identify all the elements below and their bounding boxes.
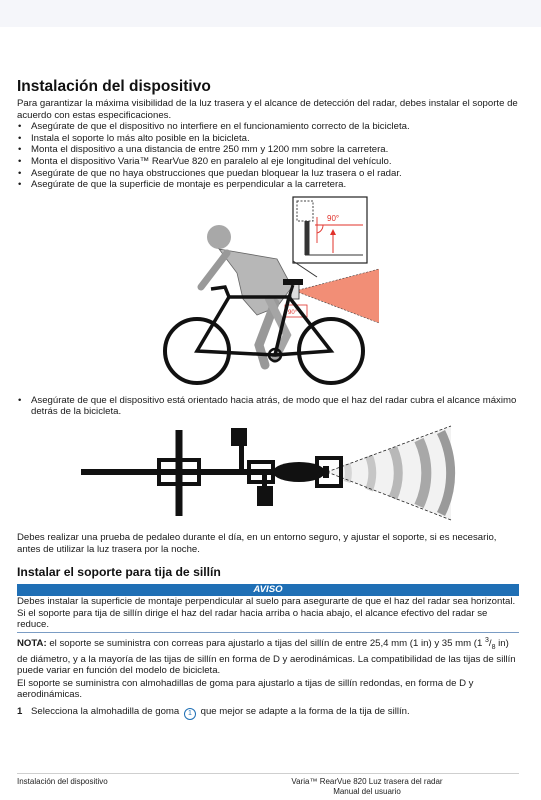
note-text-2: in) de diámetro, y a la mayoría de las tijas de sillín en forma de D y aerodinámicas. La compatibilidad de las tijas de sillín puede variar en función del modelo de bicicleta. bbox=[17, 638, 516, 677]
notice-text: Debes instalar la superficie de montaje perpendicular al suelo para asegurarte de que el haz del radar sea horizontal. Si el soporte para tija de sillín dirige el haz del radar hacia arriba o hacia abajo, el alcance efectivo del radar se reduce. bbox=[17, 596, 516, 631]
orientation-list bbox=[17, 395, 519, 418]
step-text-b: que mejor se adapte a la forma de la tija de sillín. bbox=[200, 705, 410, 717]
page-footer bbox=[17, 773, 519, 796]
list-item: • Monta el dispositivo Varia™ RearVue 820 en paralelo al eje longitudinal del vehículo. bbox=[17, 156, 519, 168]
footer-section: Instalación del dispositivo bbox=[17, 777, 108, 786]
bike-top-view-figure bbox=[79, 424, 459, 528]
note-label: NOTA: bbox=[17, 638, 47, 650]
step-number: 1 bbox=[17, 705, 23, 717]
angle-label-bottom: 90° bbox=[288, 309, 298, 316]
divider bbox=[17, 632, 519, 633]
footer-product bbox=[277, 777, 457, 797]
list-item: • Monta el dispositivo a una distancia de entre 250 mm y 1200 mm sobre la carretera. bbox=[17, 144, 519, 156]
pads-paragraph: El soporte se suministra con almohadillas de goma para ajustarlo a tijas de sillín redondas, en forma de D y aerodinámicas. bbox=[17, 677, 474, 701]
spec-list bbox=[17, 121, 519, 191]
notice-banner: AVISO bbox=[17, 584, 519, 596]
cyclist-side-view-figure bbox=[157, 195, 382, 393]
list-item: • Asegúrate de que la superficie de montaje es perpendicular a la carretera. bbox=[17, 179, 519, 191]
top-bar bbox=[0, 0, 541, 27]
list-item: • Asegúrate de que no haya obstrucciones que puedan bloquear la luz trasera o el radar. bbox=[17, 168, 519, 180]
step-text-a: Selecciona la almohadilla de goma bbox=[31, 705, 180, 717]
footer-product-line1: Varia™ RearVue 820 Luz trasera del radar bbox=[291, 777, 443, 786]
step-text bbox=[31, 706, 410, 720]
callout-one-icon: 1 bbox=[184, 708, 196, 720]
footer-product-line2: Manual del usuario bbox=[333, 787, 401, 796]
angle-label-top: 90° bbox=[327, 213, 340, 223]
section-title-installation: Instalación del dispositivo bbox=[17, 78, 211, 95]
step-item bbox=[17, 706, 519, 720]
note-fraction-denominator: 8 bbox=[491, 644, 496, 651]
note-fraction-numerator: 3 bbox=[484, 636, 489, 644]
page-content bbox=[17, 78, 519, 720]
note-text-1: el soporte se suministra con correas para ajustarlo a tijas del sillín de entre 25,4 mm (1 in) y 35 mm (1 bbox=[46, 638, 485, 650]
list-item: • Asegúrate de que el dispositivo no interfiere en el funcionamiento correcto de la bicicleta. bbox=[17, 121, 519, 133]
list-item: • Asegúrate de que el dispositivo está orientado hacia atrás, de modo que el haz del radar cubra el alcance máximo detrás de la bicicleta. bbox=[17, 395, 519, 418]
intro-paragraph: Para garantizar la máxima visibilidad de la luz trasera y el alcance de detección del radar, debes instalar el soporte de acuerdo con estas especificaciones. bbox=[17, 98, 518, 121]
note-paragraph: NOTA: el soporte se suministra con correas para ajustarlo a tijas del sillín de entre 25,4 mm (1 in) y 35 mm (1 $^3/_8$ in) de diámetro, y a la mayoría de las tijas de sillín en forma de D y aerodinámicas. La compatibilidad de las tijas de sillín puede variar en función del modelo de bicicleta. bbox=[17, 636, 516, 677]
test-paragraph: Debes realizar una prueba de pedaleo durante el día, en un entorno seguro, y ajustar el soporte, si es necesario, antes de utilizar la luz trasera por la noche. bbox=[17, 531, 497, 555]
list-item: • Instala el soporte lo más alto posible en la bicicleta. bbox=[17, 133, 519, 145]
section-title-seatpost: Instalar el soporte para tija de sillín bbox=[17, 565, 221, 580]
